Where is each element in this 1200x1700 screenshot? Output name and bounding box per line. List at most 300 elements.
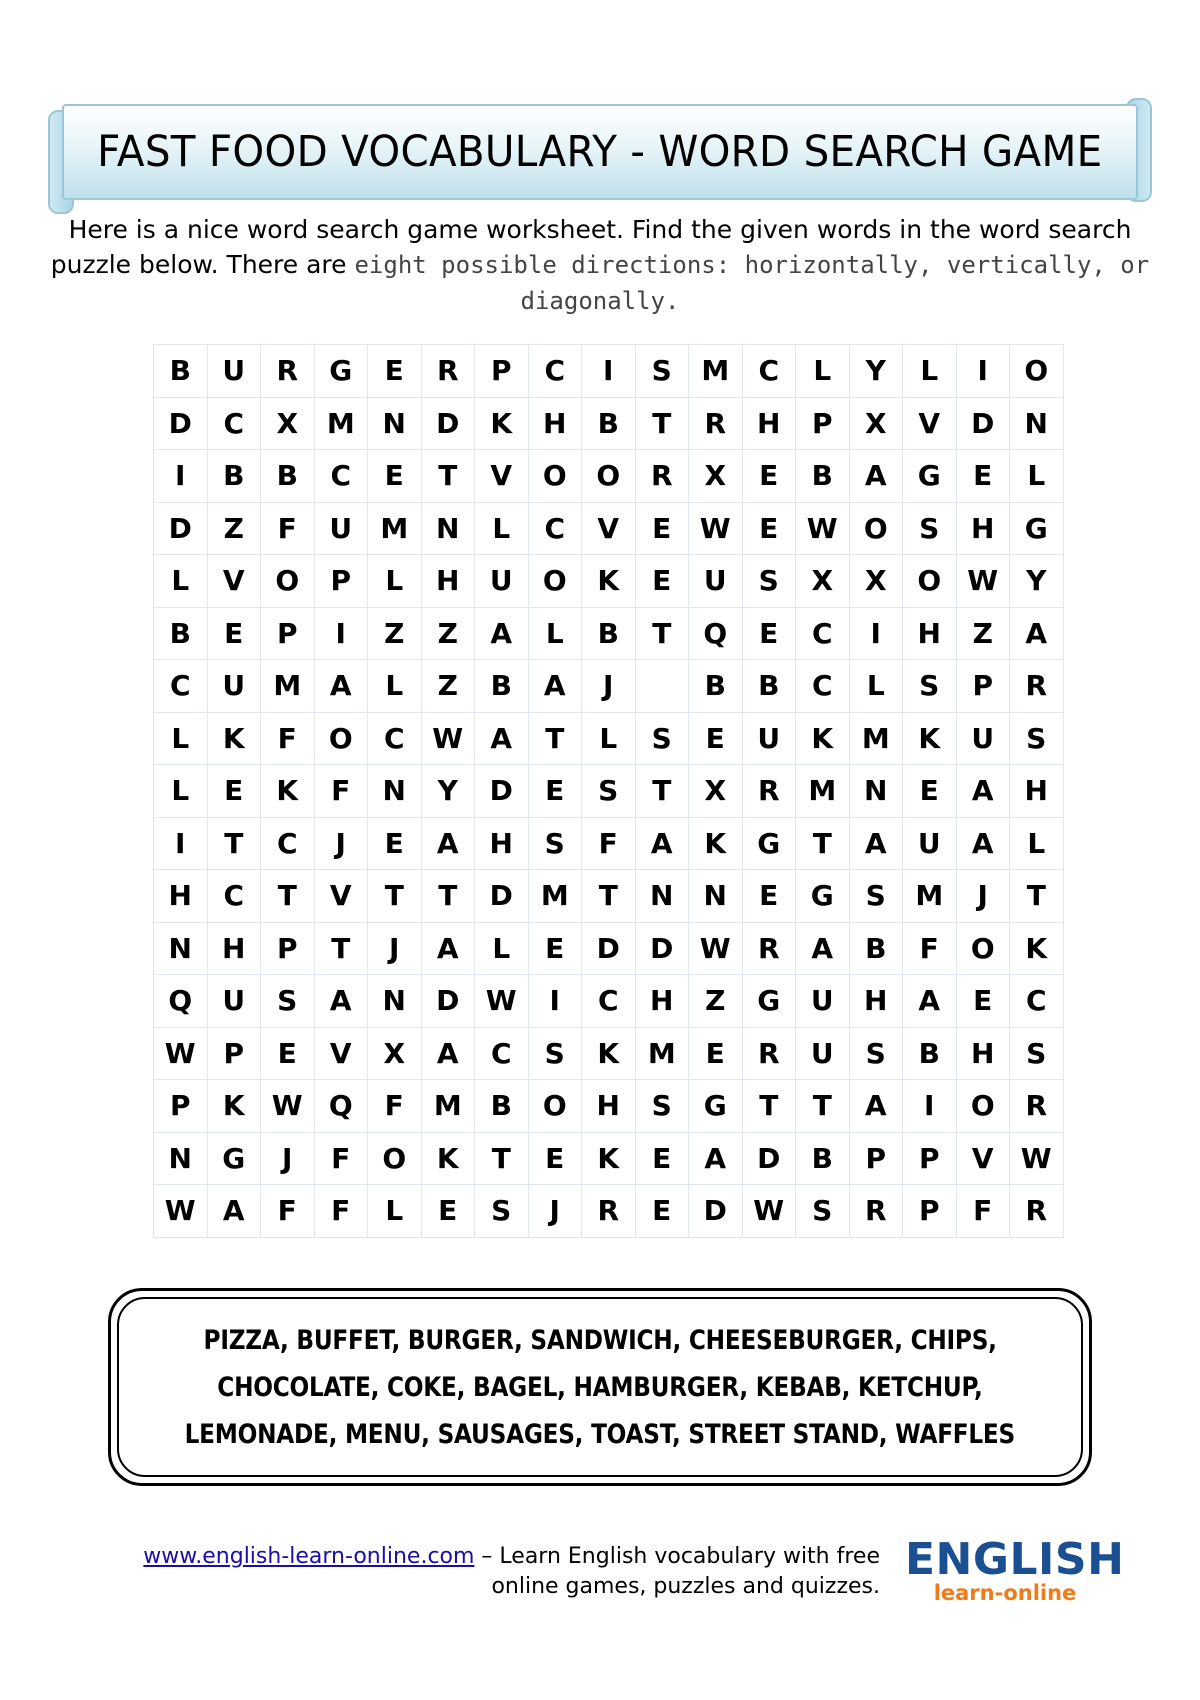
grid-cell[interactable]: A bbox=[956, 817, 1010, 870]
grid-cell[interactable]: E bbox=[528, 1132, 582, 1185]
grid-cell[interactable]: A bbox=[689, 1132, 743, 1185]
grid-cell[interactable]: R bbox=[1010, 660, 1064, 713]
grid-cell[interactable]: H bbox=[207, 922, 261, 975]
grid-cell[interactable]: C bbox=[528, 345, 582, 398]
grid-cell[interactable]: T bbox=[582, 870, 636, 923]
grid-cell[interactable]: P bbox=[796, 397, 850, 450]
grid-cell[interactable]: B bbox=[582, 397, 636, 450]
grid-cell[interactable]: C bbox=[207, 397, 261, 450]
grid-cell[interactable]: I bbox=[903, 1080, 957, 1133]
grid-cell[interactable]: U bbox=[956, 712, 1010, 765]
grid-cell[interactable]: E bbox=[261, 1027, 315, 1080]
grid-cell[interactable]: W bbox=[742, 1185, 796, 1238]
grid-cell[interactable]: U bbox=[796, 975, 850, 1028]
word-search-grid bbox=[153, 344, 1064, 1238]
grid-cell[interactable]: E bbox=[368, 817, 422, 870]
grid-cell[interactable]: E bbox=[742, 607, 796, 660]
grid-cell[interactable]: H bbox=[849, 975, 903, 1028]
grid-cell[interactable]: N bbox=[368, 975, 422, 1028]
grid-cell[interactable]: W bbox=[261, 1080, 315, 1133]
grid-cell[interactable]: C bbox=[1010, 975, 1064, 1028]
grid-cell[interactable]: E bbox=[421, 1185, 475, 1238]
grid-cell[interactable]: M bbox=[903, 870, 957, 923]
grid-cell[interactable]: P bbox=[261, 607, 315, 660]
grid-cell[interactable]: A bbox=[475, 712, 529, 765]
grid-cell[interactable]: Z bbox=[956, 607, 1010, 660]
grid-cell[interactable]: X bbox=[261, 397, 315, 450]
grid-cell[interactable]: N bbox=[368, 397, 422, 450]
grid-cell[interactable]: Y bbox=[849, 345, 903, 398]
grid-cell[interactable]: M bbox=[528, 870, 582, 923]
grid-cell[interactable]: O bbox=[528, 1080, 582, 1133]
grid-cell[interactable]: A bbox=[849, 1080, 903, 1133]
grid-cell[interactable]: A bbox=[314, 975, 368, 1028]
grid-cell[interactable]: R bbox=[689, 397, 743, 450]
grid-cell[interactable]: G bbox=[1010, 502, 1064, 555]
grid-cell[interactable]: W bbox=[421, 712, 475, 765]
grid-cell[interactable]: J bbox=[956, 870, 1010, 923]
grid-cell[interactable]: D bbox=[635, 922, 689, 975]
grid-cell[interactable]: I bbox=[314, 607, 368, 660]
grid-cell[interactable]: F bbox=[956, 1185, 1010, 1238]
grid-cell[interactable]: A bbox=[207, 1185, 261, 1238]
grid-cell[interactable]: M bbox=[635, 1027, 689, 1080]
grid-cell[interactable]: X bbox=[796, 555, 850, 608]
grid-cell[interactable]: L bbox=[154, 765, 208, 818]
grid-cell[interactable]: O bbox=[956, 922, 1010, 975]
grid-cell[interactable]: R bbox=[421, 345, 475, 398]
grid-cell[interactable]: R bbox=[742, 765, 796, 818]
grid-cell[interactable]: C bbox=[154, 660, 208, 713]
grid-cell[interactable]: I bbox=[956, 345, 1010, 398]
grid-cell[interactable]: Z bbox=[689, 975, 743, 1028]
grid-cell[interactable]: L bbox=[154, 555, 208, 608]
grid-cell[interactable]: P bbox=[154, 1080, 208, 1133]
grid-cell[interactable]: E bbox=[742, 450, 796, 503]
grid-cell[interactable]: W bbox=[956, 555, 1010, 608]
grid-cell[interactable]: K bbox=[207, 1080, 261, 1133]
grid-cell[interactable]: A bbox=[421, 1027, 475, 1080]
grid-cell[interactable]: E bbox=[368, 345, 422, 398]
grid-cell[interactable]: K bbox=[421, 1132, 475, 1185]
grid-cell[interactable]: M bbox=[314, 397, 368, 450]
grid-cell[interactable]: P bbox=[903, 1185, 957, 1238]
grid-cell[interactable]: V bbox=[314, 870, 368, 923]
grid-cell[interactable]: Q bbox=[689, 607, 743, 660]
grid-cell[interactable]: B bbox=[689, 660, 743, 713]
grid-cell[interactable]: L bbox=[903, 345, 957, 398]
grid-cell[interactable]: L bbox=[796, 345, 850, 398]
grid-cell[interactable]: D bbox=[154, 397, 208, 450]
grid-cell[interactable]: G bbox=[903, 450, 957, 503]
grid-cell[interactable]: A bbox=[903, 975, 957, 1028]
grid-cell[interactable]: W bbox=[689, 922, 743, 975]
grid-cell[interactable]: E bbox=[635, 1132, 689, 1185]
grid-cell[interactable]: V bbox=[903, 397, 957, 450]
grid-cell[interactable]: G bbox=[207, 1132, 261, 1185]
grid-cell[interactable]: X bbox=[689, 450, 743, 503]
grid-cell[interactable]: I bbox=[154, 817, 208, 870]
grid-cell[interactable]: C bbox=[475, 1027, 529, 1080]
grid-cell[interactable]: T bbox=[635, 397, 689, 450]
grid-cell[interactable]: E bbox=[956, 975, 1010, 1028]
grid-cell[interactable]: O bbox=[528, 555, 582, 608]
grid-cell[interactable]: E bbox=[528, 922, 582, 975]
grid-cell[interactable]: T bbox=[742, 1080, 796, 1133]
footer-text-1: – Learn English vocabulary with free bbox=[474, 1544, 880, 1569]
grid-cell[interactable]: Z bbox=[207, 502, 261, 555]
grid-cell[interactable]: E bbox=[528, 765, 582, 818]
grid-cell[interactable]: H bbox=[742, 397, 796, 450]
grid-cell[interactable]: S bbox=[849, 1027, 903, 1080]
grid-cell[interactable]: U bbox=[207, 975, 261, 1028]
grid-cell[interactable]: R bbox=[849, 1185, 903, 1238]
grid-cell[interactable]: F bbox=[261, 1185, 315, 1238]
grid-cell[interactable]: A bbox=[475, 607, 529, 660]
grid-cell[interactable]: O bbox=[368, 1132, 422, 1185]
grid-cell[interactable]: L bbox=[1010, 450, 1064, 503]
grid-cell[interactable]: N bbox=[849, 765, 903, 818]
grid-cell[interactable]: O bbox=[1010, 345, 1064, 398]
grid-cell[interactable]: K bbox=[261, 765, 315, 818]
grid-cell[interactable]: K bbox=[582, 1027, 636, 1080]
grid-cell[interactable]: U bbox=[475, 555, 529, 608]
grid-cell[interactable]: H bbox=[154, 870, 208, 923]
grid-cell[interactable]: K bbox=[1010, 922, 1064, 975]
grid-cell[interactable]: A bbox=[796, 922, 850, 975]
grid-cell[interactable]: B bbox=[475, 1080, 529, 1133]
grid-cell[interactable]: E bbox=[903, 765, 957, 818]
grid-cell[interactable]: H bbox=[903, 607, 957, 660]
grid-cell[interactable]: A bbox=[635, 817, 689, 870]
grid-cell[interactable]: O bbox=[261, 555, 315, 608]
grid-cell[interactable]: I bbox=[849, 607, 903, 660]
grid-cell[interactable]: O bbox=[314, 712, 368, 765]
grid-cell[interactable]: T bbox=[635, 765, 689, 818]
grid-cell[interactable]: W bbox=[154, 1185, 208, 1238]
grid-cell[interactable]: T bbox=[796, 1080, 850, 1133]
grid-cell[interactable]: C bbox=[368, 712, 422, 765]
grid-cell[interactable]: N bbox=[1010, 397, 1064, 450]
grid-cell[interactable]: V bbox=[207, 555, 261, 608]
grid-cell[interactable]: C bbox=[314, 450, 368, 503]
grid-cell[interactable]: R bbox=[635, 450, 689, 503]
grid-cell[interactable]: N bbox=[635, 870, 689, 923]
grid-cell[interactable]: X bbox=[849, 555, 903, 608]
grid-cell[interactable]: Y bbox=[1010, 555, 1064, 608]
grid-cell[interactable]: F bbox=[903, 922, 957, 975]
grid-cell[interactable]: S bbox=[903, 502, 957, 555]
grid-cell[interactable]: E bbox=[689, 712, 743, 765]
grid-cell[interactable]: C bbox=[796, 607, 850, 660]
grid-cell[interactable]: K bbox=[475, 397, 529, 450]
grid-cell[interactable]: Z bbox=[421, 660, 475, 713]
grid-cell[interactable]: N bbox=[154, 1132, 208, 1185]
grid-cell[interactable]: E bbox=[635, 555, 689, 608]
grid-cell[interactable]: E bbox=[689, 1027, 743, 1080]
grid-cell[interactable]: C bbox=[582, 975, 636, 1028]
grid-cell[interactable]: K bbox=[689, 817, 743, 870]
grid-cell[interactable]: J bbox=[368, 922, 422, 975]
grid-cell[interactable]: B bbox=[796, 1132, 850, 1185]
word-list-line: LEMONADE, MENU, SAUSAGES, TOAST, STREET STAND, WAFFLES bbox=[184, 1418, 1016, 1450]
grid-cell[interactable]: S bbox=[261, 975, 315, 1028]
grid-cell[interactable]: J bbox=[528, 1185, 582, 1238]
grid-cell[interactable]: S bbox=[635, 712, 689, 765]
grid-cell[interactable]: B bbox=[903, 1027, 957, 1080]
grid-cell[interactable]: G bbox=[742, 975, 796, 1028]
grid-cell[interactable]: W bbox=[475, 975, 529, 1028]
grid-cell[interactable]: S bbox=[1010, 712, 1064, 765]
grid-cell[interactable]: S bbox=[528, 1027, 582, 1080]
grid-cell[interactable]: A bbox=[956, 765, 1010, 818]
grid-cell[interactable]: V bbox=[475, 450, 529, 503]
grid-cell[interactable]: N bbox=[689, 870, 743, 923]
grid-cell[interactable]: L bbox=[368, 555, 422, 608]
grid-cell[interactable]: F bbox=[314, 1185, 368, 1238]
grid-cell[interactable]: T bbox=[368, 870, 422, 923]
grid-cell[interactable]: J bbox=[582, 660, 636, 713]
grid-cell[interactable]: X bbox=[368, 1027, 422, 1080]
grid-cell[interactable]: S bbox=[1010, 1027, 1064, 1080]
grid-cell[interactable]: E bbox=[742, 502, 796, 555]
grid-cell[interactable]: B bbox=[849, 922, 903, 975]
grid-cell[interactable]: G bbox=[796, 870, 850, 923]
grid-cell[interactable]: F bbox=[261, 712, 315, 765]
grid-cell[interactable]: I bbox=[154, 450, 208, 503]
grid-cell[interactable]: C bbox=[796, 660, 850, 713]
grid-cell[interactable]: P bbox=[475, 345, 529, 398]
grid-cell[interactable]: W bbox=[154, 1027, 208, 1080]
grid-cell[interactable]: W bbox=[689, 502, 743, 555]
grid-cell[interactable]: A bbox=[849, 450, 903, 503]
grid-cell[interactable]: M bbox=[796, 765, 850, 818]
grid-cell[interactable]: Q bbox=[154, 975, 208, 1028]
grid-cell[interactable]: U bbox=[314, 502, 368, 555]
word-list-inner bbox=[117, 1297, 1083, 1477]
grid-cell[interactable]: O bbox=[849, 502, 903, 555]
grid-cell[interactable]: X bbox=[689, 765, 743, 818]
grid-cell[interactable]: E bbox=[742, 870, 796, 923]
grid-cell[interactable]: T bbox=[475, 1132, 529, 1185]
grid-cell[interactable]: C bbox=[207, 870, 261, 923]
grid-cell[interactable]: E bbox=[368, 450, 422, 503]
site-link[interactable]: www.english-learn-online.com bbox=[143, 1544, 475, 1569]
grid-cell[interactable]: U bbox=[689, 555, 743, 608]
grid-cell[interactable]: S bbox=[582, 765, 636, 818]
grid-cell[interactable]: F bbox=[261, 502, 315, 555]
grid-cell[interactable]: D bbox=[742, 1132, 796, 1185]
grid-cell[interactable]: E bbox=[207, 765, 261, 818]
grid-cell[interactable]: D bbox=[475, 765, 529, 818]
grid-cell[interactable]: I bbox=[528, 975, 582, 1028]
grid-cell[interactable]: E bbox=[635, 1185, 689, 1238]
grid-cell[interactable]: A bbox=[421, 922, 475, 975]
grid-cell[interactable]: T bbox=[635, 607, 689, 660]
grid-cell[interactable]: B bbox=[475, 660, 529, 713]
grid-cell[interactable]: W bbox=[796, 502, 850, 555]
grid-cell[interactable]: M bbox=[421, 1080, 475, 1133]
grid-cell[interactable]: H bbox=[421, 555, 475, 608]
grid-cell[interactable]: E bbox=[207, 607, 261, 660]
instructions-line-2a: puzzle below. There are bbox=[50, 250, 355, 279]
grid-cell[interactable]: C bbox=[742, 345, 796, 398]
grid-cell[interactable]: R bbox=[261, 345, 315, 398]
grid-cell[interactable]: C bbox=[528, 502, 582, 555]
grid-cell[interactable]: P bbox=[903, 1132, 957, 1185]
grid-cell[interactable]: N bbox=[368, 765, 422, 818]
grid-cell[interactable]: G bbox=[689, 1080, 743, 1133]
grid-cell[interactable]: A bbox=[1010, 607, 1064, 660]
grid-cell[interactable]: L bbox=[475, 922, 529, 975]
grid-cell[interactable]: I bbox=[582, 345, 636, 398]
grid-cell[interactable]: R bbox=[582, 1185, 636, 1238]
grid-cell[interactable]: F bbox=[368, 1080, 422, 1133]
grid-cell[interactable]: U bbox=[742, 712, 796, 765]
grid-cell[interactable]: L bbox=[154, 712, 208, 765]
grid-cell[interactable]: A bbox=[528, 660, 582, 713]
grid-cell[interactable]: H bbox=[635, 975, 689, 1028]
grid-cell[interactable]: R bbox=[742, 1027, 796, 1080]
grid-cell[interactable]: U bbox=[207, 660, 261, 713]
grid-cell[interactable]: V bbox=[956, 1132, 1010, 1185]
grid-row bbox=[154, 712, 1064, 765]
grid-cell[interactable]: T bbox=[1010, 870, 1064, 923]
grid-cell[interactable]: O bbox=[956, 1080, 1010, 1133]
grid-cell[interactable]: T bbox=[421, 870, 475, 923]
grid-cell[interactable]: T bbox=[528, 712, 582, 765]
grid-cell[interactable]: S bbox=[528, 817, 582, 870]
grid-cell[interactable]: L bbox=[368, 1185, 422, 1238]
grid-cell[interactable]: L bbox=[475, 502, 529, 555]
grid-cell[interactable]: S bbox=[635, 345, 689, 398]
grid-cell[interactable]: R bbox=[1010, 1185, 1064, 1238]
grid-cell[interactable]: B bbox=[261, 450, 315, 503]
grid-cell[interactable]: Z bbox=[368, 607, 422, 660]
brand-logo bbox=[905, 1534, 1125, 1605]
grid-cell[interactable]: O bbox=[903, 555, 957, 608]
grid-cell[interactable]: G bbox=[742, 817, 796, 870]
grid-cell[interactable]: L bbox=[582, 712, 636, 765]
grid-cell[interactable]: J bbox=[261, 1132, 315, 1185]
grid-cell[interactable]: N bbox=[421, 502, 475, 555]
grid-cell[interactable]: F bbox=[314, 1132, 368, 1185]
grid-cell[interactable]: J bbox=[314, 817, 368, 870]
grid-cell[interactable]: M bbox=[368, 502, 422, 555]
grid-cell[interactable]: E bbox=[635, 502, 689, 555]
grid-cell[interactable]: L bbox=[1010, 817, 1064, 870]
grid-cell[interactable]: P bbox=[314, 555, 368, 608]
grid-cell[interactable]: D bbox=[956, 397, 1010, 450]
grid-cell[interactable]: S bbox=[475, 1185, 529, 1238]
grid-cell[interactable]: L bbox=[368, 660, 422, 713]
grid-cell[interactable]: O bbox=[528, 450, 582, 503]
grid-cell[interactable]: R bbox=[1010, 1080, 1064, 1133]
grid-cell[interactable]: S bbox=[796, 1185, 850, 1238]
grid-cell[interactable]: D bbox=[421, 975, 475, 1028]
grid-cell[interactable]: D bbox=[154, 502, 208, 555]
grid-cell[interactable]: O bbox=[582, 450, 636, 503]
grid-cell[interactable]: G bbox=[314, 345, 368, 398]
grid-cell[interactable]: M bbox=[689, 345, 743, 398]
grid-cell[interactable]: T bbox=[207, 817, 261, 870]
grid-cell[interactable]: S bbox=[849, 870, 903, 923]
grid-cell[interactable]: T bbox=[796, 817, 850, 870]
grid-cell[interactable]: M bbox=[261, 660, 315, 713]
grid-cell[interactable]: F bbox=[582, 817, 636, 870]
grid-cell[interactable]: Y bbox=[421, 765, 475, 818]
grid-cell[interactable]: W bbox=[1010, 1132, 1064, 1185]
grid-cell[interactable]: S bbox=[635, 1080, 689, 1133]
grid-cell[interactable]: P bbox=[849, 1132, 903, 1185]
grid-cell[interactable]: H bbox=[956, 502, 1010, 555]
grid-cell[interactable]: R bbox=[742, 922, 796, 975]
grid-cell[interactable]: U bbox=[207, 345, 261, 398]
grid-cell[interactable]: U bbox=[796, 1027, 850, 1080]
grid-cell[interactable]: T bbox=[421, 450, 475, 503]
grid-cell[interactable]: B bbox=[207, 450, 261, 503]
grid-cell[interactable]: A bbox=[849, 817, 903, 870]
grid-cell[interactable]: H bbox=[475, 817, 529, 870]
word-list-line: PIZZA, BUFFET, BURGER, SANDWICH, CHEESEBURGER, CHIPS, bbox=[203, 1324, 997, 1356]
grid-cell[interactable]: H bbox=[582, 1080, 636, 1133]
grid-cell[interactable]: L bbox=[849, 660, 903, 713]
grid-cell[interactable]: U bbox=[903, 817, 957, 870]
grid-cell[interactable]: V bbox=[314, 1027, 368, 1080]
grid-row bbox=[154, 922, 1064, 975]
grid-cell[interactable]: N bbox=[154, 922, 208, 975]
footer-text-2: online games, puzzles and quizzes. bbox=[491, 1574, 880, 1599]
grid-cell[interactable]: P bbox=[956, 660, 1010, 713]
grid-cell[interactable]: T bbox=[261, 870, 315, 923]
grid-cell[interactable]: B bbox=[582, 607, 636, 660]
grid-cell[interactable]: Q bbox=[314, 1080, 368, 1133]
grid-cell[interactable]: D bbox=[582, 922, 636, 975]
grid-cell[interactable]: K bbox=[582, 555, 636, 608]
grid-cell[interactable]: H bbox=[956, 1027, 1010, 1080]
grid-cell[interactable]: P bbox=[261, 922, 315, 975]
grid-cell[interactable]: T bbox=[314, 922, 368, 975]
grid-cell[interactable]: M bbox=[849, 712, 903, 765]
grid-cell[interactable]: H bbox=[528, 397, 582, 450]
grid-cell[interactable]: B bbox=[796, 450, 850, 503]
grid-cell[interactable]: A bbox=[421, 817, 475, 870]
grid-cell[interactable]: K bbox=[207, 712, 261, 765]
grid-cell[interactable]: F bbox=[314, 765, 368, 818]
grid-cell[interactable]: L bbox=[528, 607, 582, 660]
grid-cell[interactable]: B bbox=[154, 345, 208, 398]
grid-cell[interactable]: B bbox=[154, 607, 208, 660]
grid-cell[interactable]: X bbox=[849, 397, 903, 450]
grid-cell[interactable]: A bbox=[314, 660, 368, 713]
grid-cell[interactable]: D bbox=[689, 1185, 743, 1238]
grid-cell[interactable]: C bbox=[261, 817, 315, 870]
grid-cell[interactable]: S bbox=[903, 660, 957, 713]
grid-cell[interactable]: E bbox=[956, 450, 1010, 503]
grid-cell[interactable]: D bbox=[421, 397, 475, 450]
grid-cell[interactable]: Z bbox=[421, 607, 475, 660]
grid-cell[interactable]: H bbox=[1010, 765, 1064, 818]
grid-cell[interactable]: K bbox=[582, 1132, 636, 1185]
grid-cell[interactable]: K bbox=[796, 712, 850, 765]
grid-cell[interactable] bbox=[635, 660, 689, 713]
grid-cell[interactable]: B bbox=[742, 660, 796, 713]
grid-cell[interactable]: K bbox=[903, 712, 957, 765]
grid-cell[interactable]: P bbox=[207, 1027, 261, 1080]
grid-cell[interactable]: D bbox=[475, 870, 529, 923]
grid-cell[interactable]: S bbox=[742, 555, 796, 608]
grid-cell[interactable]: V bbox=[582, 502, 636, 555]
